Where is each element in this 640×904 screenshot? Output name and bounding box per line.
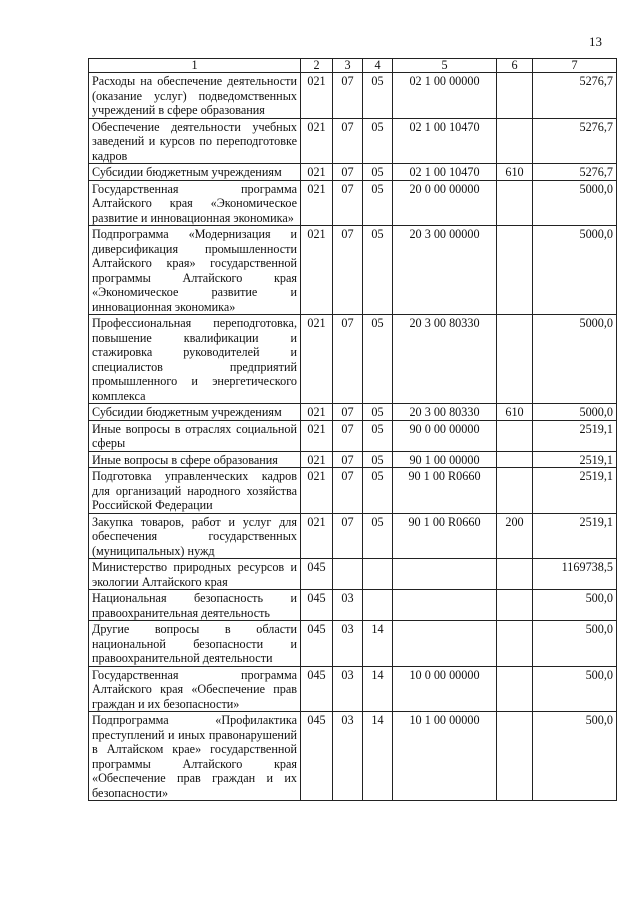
cell-name: Обеспечение деятельности учебных заведений и курсов по переподготовке кадров [89, 118, 301, 164]
table-row [89, 666, 617, 712]
cell-target-code: 90 1 00 00000 [393, 451, 497, 468]
cell-name: Профессиональная переподготовка, повышение квалификации и стажировка руководителей и специалистов предприятий промышленного и энергетического комплекса [89, 315, 301, 404]
cell-ministry: 045 [301, 559, 333, 590]
cell-subsection [363, 590, 393, 621]
cell-expense-type [497, 226, 533, 315]
column-header-amount: 7 [533, 59, 617, 73]
cell-section: 07 [333, 226, 363, 315]
cell-name: Иные вопросы в сфере образования [89, 451, 301, 468]
cell-subsection: 05 [363, 164, 393, 181]
cell-section: 07 [333, 404, 363, 421]
table-row [89, 621, 617, 667]
table-body [89, 73, 617, 801]
table-row [89, 118, 617, 164]
cell-expense-type [497, 73, 533, 119]
cell-section: 07 [333, 164, 363, 181]
table-row [89, 559, 617, 590]
cell-name: Национальная безопасность и правоохранительная деятельность [89, 590, 301, 621]
cell-target-code: 20 3 00 80330 [393, 315, 497, 404]
cell-target-code: 10 1 00 00000 [393, 712, 497, 801]
cell-amount: 1169738,5 [533, 559, 617, 590]
cell-section: 07 [333, 73, 363, 119]
cell-name: Иные вопросы в отраслях социальной сферы [89, 420, 301, 451]
cell-expense-type [497, 468, 533, 514]
cell-subsection: 05 [363, 180, 393, 226]
page-number: 13 [589, 34, 602, 49]
cell-target-code: 90 0 00 00000 [393, 420, 497, 451]
cell-amount: 2519,1 [533, 468, 617, 514]
cell-target-code: 20 3 00 00000 [393, 226, 497, 315]
table-row [89, 73, 617, 119]
cell-target-code [393, 559, 497, 590]
cell-expense-type [497, 666, 533, 712]
cell-expense-type [497, 420, 533, 451]
cell-subsection: 14 [363, 712, 393, 801]
column-header-target: 5 [393, 59, 497, 73]
cell-amount: 500,0 [533, 621, 617, 667]
cell-section: 07 [333, 118, 363, 164]
cell-section: 07 [333, 420, 363, 451]
cell-section: 03 [333, 621, 363, 667]
cell-name: Субсидии бюджетным учреждениям [89, 164, 301, 181]
cell-amount: 5000,0 [533, 315, 617, 404]
header-row [89, 59, 617, 73]
table-row [89, 712, 617, 801]
cell-subsection: 05 [363, 420, 393, 451]
cell-subsection: 14 [363, 666, 393, 712]
cell-name: Министерство природных ресурсов и экологии Алтайского края [89, 559, 301, 590]
cell-expense-type: 610 [497, 404, 533, 421]
cell-subsection: 05 [363, 73, 393, 119]
cell-target-code: 20 3 00 80330 [393, 404, 497, 421]
cell-name: Подготовка управленческих кадров для организаций народного хозяйства Российской Федерации [89, 468, 301, 514]
cell-subsection: 14 [363, 621, 393, 667]
cell-expense-type [497, 590, 533, 621]
cell-ministry: 021 [301, 118, 333, 164]
cell-expense-type [497, 451, 533, 468]
cell-amount: 5000,0 [533, 180, 617, 226]
cell-subsection: 05 [363, 404, 393, 421]
cell-section: 03 [333, 666, 363, 712]
cell-expense-type [497, 315, 533, 404]
cell-subsection: 05 [363, 451, 393, 468]
cell-expense-type [497, 559, 533, 590]
cell-section: 07 [333, 451, 363, 468]
cell-amount: 5276,7 [533, 118, 617, 164]
cell-ministry: 021 [301, 404, 333, 421]
column-header-section: 3 [333, 59, 363, 73]
cell-name: Другие вопросы в области национальной безопасности и правоохранительной деятельности [89, 621, 301, 667]
cell-name: Расходы на обеспечение деятельности (оказание услуг) подведомственных учреждений в сфере образования [89, 73, 301, 119]
cell-target-code [393, 590, 497, 621]
cell-ministry: 045 [301, 621, 333, 667]
cell-target-code: 02 1 00 10470 [393, 118, 497, 164]
table-header [89, 59, 617, 73]
cell-target-code: 20 0 00 00000 [393, 180, 497, 226]
cell-amount: 5000,0 [533, 404, 617, 421]
cell-expense-type: 610 [497, 164, 533, 181]
cell-section [333, 559, 363, 590]
cell-target-code: 90 1 00 R0660 [393, 513, 497, 559]
cell-target-code [393, 621, 497, 667]
cell-target-code: 10 0 00 00000 [393, 666, 497, 712]
cell-name: Государственная программа Алтайского края «Обеспечение прав граждан и их безопасности» [89, 666, 301, 712]
cell-name: Субсидии бюджетным учреждениям [89, 404, 301, 421]
cell-ministry: 021 [301, 513, 333, 559]
cell-section: 03 [333, 712, 363, 801]
cell-expense-type: 200 [497, 513, 533, 559]
cell-subsection: 05 [363, 513, 393, 559]
cell-target-code: 02 1 00 00000 [393, 73, 497, 119]
cell-name: Закупка товаров, работ и услуг для обеспечения государственных (муниципальных) нужд [89, 513, 301, 559]
cell-section: 03 [333, 590, 363, 621]
table-row [89, 420, 617, 451]
cell-amount: 2519,1 [533, 451, 617, 468]
cell-ministry: 021 [301, 73, 333, 119]
column-header-subsection: 4 [363, 59, 393, 73]
cell-section: 07 [333, 180, 363, 226]
column-header-name: 1 [89, 59, 301, 73]
cell-name: Государственная программа Алтайского края «Экономическое развитие и инновационная экономика» [89, 180, 301, 226]
cell-subsection [363, 559, 393, 590]
cell-target-code: 90 1 00 R0660 [393, 468, 497, 514]
cell-amount: 500,0 [533, 590, 617, 621]
table-row [89, 513, 617, 559]
cell-expense-type [497, 118, 533, 164]
table-row [89, 404, 617, 421]
table-row [89, 451, 617, 468]
cell-name: Подпрограмма «Модернизация и диверсификация промышленности Алтайского края» государственной программы Алтайского края «Экономическое развитие и инновационная экономика» [89, 226, 301, 315]
table-row [89, 180, 617, 226]
column-header-expense-type: 6 [497, 59, 533, 73]
table-row [89, 468, 617, 514]
cell-expense-type [497, 712, 533, 801]
cell-expense-type [497, 621, 533, 667]
column-header-ministry: 2 [301, 59, 333, 73]
cell-section: 07 [333, 315, 363, 404]
cell-ministry: 021 [301, 468, 333, 514]
table-row [89, 226, 617, 315]
cell-ministry: 045 [301, 590, 333, 621]
cell-amount: 2519,1 [533, 513, 617, 559]
cell-ministry: 021 [301, 451, 333, 468]
cell-name: Подпрограмма «Профилактика преступлений и иных правонарушений в Алтайском крае» государственной программы Алтайского края «Обеспечение прав граждан и их безопасности» [89, 712, 301, 801]
cell-target-code: 02 1 00 10470 [393, 164, 497, 181]
cell-amount: 2519,1 [533, 420, 617, 451]
cell-ministry: 045 [301, 666, 333, 712]
cell-section: 07 [333, 513, 363, 559]
cell-amount: 5000,0 [533, 226, 617, 315]
cell-amount: 5276,7 [533, 73, 617, 119]
cell-ministry: 021 [301, 420, 333, 451]
cell-amount: 5276,7 [533, 164, 617, 181]
cell-section: 07 [333, 468, 363, 514]
cell-ministry: 021 [301, 226, 333, 315]
cell-expense-type [497, 180, 533, 226]
budget-allocation-table [88, 58, 617, 801]
cell-subsection: 05 [363, 118, 393, 164]
cell-subsection: 05 [363, 315, 393, 404]
cell-subsection: 05 [363, 468, 393, 514]
cell-ministry: 021 [301, 164, 333, 181]
cell-amount: 500,0 [533, 666, 617, 712]
cell-ministry: 021 [301, 180, 333, 226]
cell-amount: 500,0 [533, 712, 617, 801]
table-row [89, 315, 617, 404]
cell-ministry: 021 [301, 315, 333, 404]
cell-subsection: 05 [363, 226, 393, 315]
table-row [89, 590, 617, 621]
cell-ministry: 045 [301, 712, 333, 801]
table-row [89, 164, 617, 181]
